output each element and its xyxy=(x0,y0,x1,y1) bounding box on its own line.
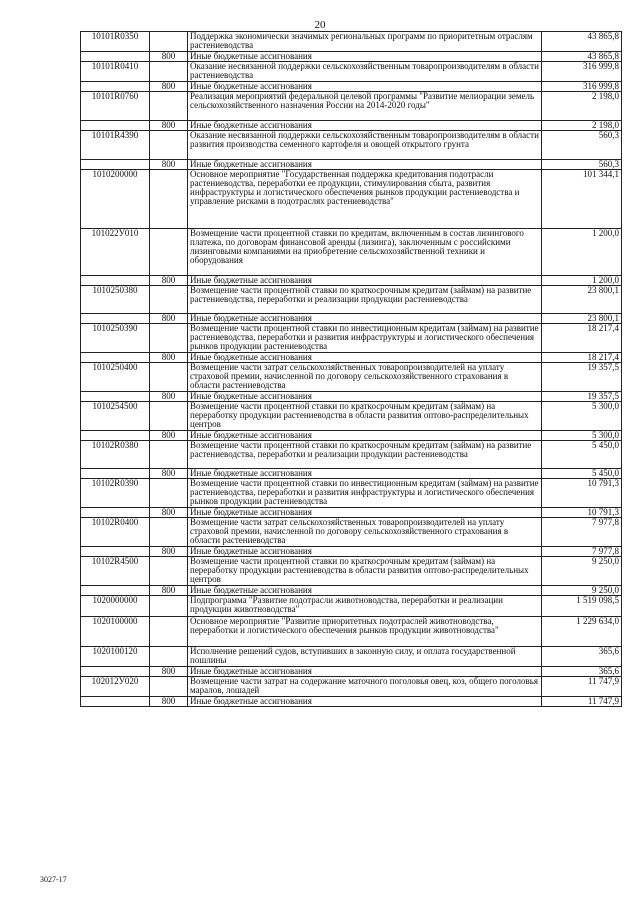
code-cell: 1010200000 xyxy=(81,170,150,229)
name-cell: Поддержка экономически значимых региональных программ по приоритетным отраслям растениеводства xyxy=(188,32,542,52)
expense-type-cell xyxy=(150,170,188,229)
expense-type-cell xyxy=(150,363,188,392)
amount-cell: 1 200,0 xyxy=(542,276,622,286)
name-cell: Оказание несвязанной поддержки сельскохозяйственным товаропроизводителям в области развития производства семенного картофеля и овощей открытого грунта xyxy=(188,131,542,160)
name-cell: Иные бюджетные ассигнования xyxy=(188,276,542,286)
code-cell: 10102R0400 xyxy=(81,518,150,547)
table-row xyxy=(81,170,622,229)
budget-table-body xyxy=(81,32,622,707)
table-row xyxy=(81,469,622,479)
table-row xyxy=(81,324,622,353)
code-cell: 1020100000 xyxy=(81,617,150,647)
amount-cell: 7 977,8 xyxy=(542,547,622,557)
code-cell xyxy=(81,392,150,402)
table-row xyxy=(81,32,622,52)
amount-cell: 18 217,4 xyxy=(542,353,622,363)
code-cell xyxy=(81,82,150,92)
name-cell: Возмещение части процентной ставки по краткосрочным кредитам (займам) на развитие растениеводства, переработки и реализации продукции растениеводства xyxy=(188,286,542,314)
expense-type-cell: 800 xyxy=(150,314,188,324)
name-cell: Возмещение части процентной ставки по инвестиционным кредитам (займам) на развитие растениеводства, переработки и развития инфраструктуры и логистического обеспечения рынков продукции растениеводства xyxy=(188,479,542,508)
table-row xyxy=(81,314,622,324)
name-cell: Исполнение решений судов, вступивших в законную силу, и оплата государственной пошлины xyxy=(188,647,542,667)
expense-type-cell: 800 xyxy=(150,508,188,518)
table-row xyxy=(81,402,622,431)
amount-cell: 43 865,8 xyxy=(542,52,622,62)
code-cell: 1010250390 xyxy=(81,324,150,353)
expense-type-cell: 800 xyxy=(150,431,188,441)
expense-type-cell: 800 xyxy=(150,160,188,170)
expense-type-cell xyxy=(150,402,188,431)
amount-cell: 5 450,0 xyxy=(542,469,622,479)
code-cell xyxy=(81,547,150,557)
code-cell: 1020000000 xyxy=(81,596,150,617)
code-cell xyxy=(81,697,150,707)
code-cell: 102012У020 xyxy=(81,677,150,697)
amount-cell: 11 747,9 xyxy=(542,677,622,697)
amount-cell: 365,6 xyxy=(542,667,622,677)
expense-type-cell xyxy=(150,518,188,547)
expense-type-cell: 800 xyxy=(150,469,188,479)
table-row xyxy=(81,518,622,547)
code-cell xyxy=(81,276,150,286)
name-cell: Возмещение части затрат сельскохозяйственных товаропроизводителей на уплату страховой премии, начисленной по договору сельскохозяйственного страхования в области растениеводства xyxy=(188,518,542,547)
amount-cell: 365,6 xyxy=(542,647,622,667)
expense-type-cell xyxy=(150,677,188,697)
name-cell: Иные бюджетные ассигнования xyxy=(188,431,542,441)
code-cell: 1010254500 xyxy=(81,402,150,431)
amount-cell: 23 800,1 xyxy=(542,286,622,314)
amount-cell: 5 300,0 xyxy=(542,402,622,431)
name-cell: Реализация мероприятий федеральной целевой программы "Развитие мелиорации земель сельскохозяйственного назначения России на 2014-2020 годы" xyxy=(188,92,542,121)
budget-table xyxy=(80,31,622,707)
expense-type-cell xyxy=(150,229,188,276)
expense-type-cell: 800 xyxy=(150,82,188,92)
amount-cell: 23 800,1 xyxy=(542,314,622,324)
amount-cell: 316 999,8 xyxy=(542,62,622,82)
table-row xyxy=(81,131,622,160)
amount-cell: 560,3 xyxy=(542,160,622,170)
code-cell: 10101R0410 xyxy=(81,62,150,82)
table-row xyxy=(81,160,622,170)
table-row xyxy=(81,229,622,276)
table-row xyxy=(81,286,622,314)
expense-type-cell xyxy=(150,32,188,52)
code-cell xyxy=(81,121,150,131)
table-row xyxy=(81,363,622,392)
code-cell: 1020100120 xyxy=(81,647,150,667)
table-row xyxy=(81,547,622,557)
table-row xyxy=(81,52,622,62)
amount-cell: 101 344,1 xyxy=(542,170,622,229)
name-cell: Иные бюджетные ассигнования xyxy=(188,353,542,363)
table-row xyxy=(81,667,622,677)
expense-type-cell xyxy=(150,324,188,353)
code-cell xyxy=(81,469,150,479)
table-row xyxy=(81,586,622,596)
code-cell xyxy=(81,431,150,441)
table-row xyxy=(81,121,622,131)
expense-type-cell: 800 xyxy=(150,353,188,363)
name-cell: Иные бюджетные ассигнования xyxy=(188,392,542,402)
amount-cell: 11 747,9 xyxy=(542,697,622,707)
code-cell xyxy=(81,586,150,596)
code-cell: 10101R0350 xyxy=(81,32,150,52)
expense-type-cell: 800 xyxy=(150,547,188,557)
code-cell: 10101R4390 xyxy=(81,131,150,160)
code-cell: 10101R0760 xyxy=(81,92,150,121)
table-row xyxy=(81,441,622,469)
amount-cell: 316 999,8 xyxy=(542,82,622,92)
name-cell: Возмещение части процентной ставки по краткосрочным кредитам (займам) на переработку продукции растениеводства в области развития оптово-распределительных центров xyxy=(188,402,542,431)
name-cell: Иные бюджетные ассигнования xyxy=(188,547,542,557)
page-number: 20 xyxy=(314,19,326,31)
name-cell: Иные бюджетные ассигнования xyxy=(188,160,542,170)
amount-cell: 5 300,0 xyxy=(542,431,622,441)
name-cell: Основное мероприятие "Государственная поддержка кредитования подотрасли растениеводства, переработки ее продукции, стимулирования сбыта, развития инфраструктуры и логистического обеспечения рынков продукции растениеводства и управление рисками в подотраслях растениеводства" xyxy=(188,170,542,229)
table-row xyxy=(81,617,622,647)
amount-cell: 10 791,3 xyxy=(542,479,622,508)
amount-cell: 43 865,8 xyxy=(542,32,622,52)
expense-type-cell xyxy=(150,286,188,314)
table-row xyxy=(81,92,622,121)
amount-cell: 19 357,5 xyxy=(542,363,622,392)
table-row xyxy=(81,431,622,441)
table-row xyxy=(81,62,622,82)
expense-type-cell xyxy=(150,596,188,617)
name-cell: Иные бюджетные ассигнования xyxy=(188,586,542,596)
name-cell: Иные бюджетные ассигнования xyxy=(188,82,542,92)
name-cell: Иные бюджетные ассигнования xyxy=(188,469,542,479)
code-cell: 1010250380 xyxy=(81,286,150,314)
footer-code: 3027-17 xyxy=(40,875,67,884)
name-cell: Иные бюджетные ассигнования xyxy=(188,52,542,62)
amount-cell: 9 250,0 xyxy=(542,586,622,596)
expense-type-cell xyxy=(150,62,188,82)
expense-type-cell xyxy=(150,92,188,121)
code-cell xyxy=(81,314,150,324)
name-cell: Возмещение части процентной ставки по краткосрочным кредитам (займам) на переработку продукции растениеводства в области развития оптово-распределительных центров xyxy=(188,557,542,586)
table-row xyxy=(81,508,622,518)
name-cell: Иные бюджетные ассигнования xyxy=(188,121,542,131)
expense-type-cell xyxy=(150,479,188,508)
amount-cell: 19 357,5 xyxy=(542,392,622,402)
amount-cell: 1 229 634,0 xyxy=(542,617,622,647)
name-cell: Возмещение части затрат сельскохозяйственных товаропроизводителей на уплату страховой премии, начисленной по договору сельскохозяйственного страхования в области растениеводства xyxy=(188,363,542,392)
name-cell: Возмещение части процентной ставки по кредитам, включенным в состав лизингового платежа, по договорам финансовой аренды (лизинга), заключенным с российскими лизинговыми компаниями на приобретение сельскохозяйственной техники и оборудования xyxy=(188,229,542,276)
expense-type-cell: 800 xyxy=(150,121,188,131)
code-cell: 10102R4500 xyxy=(81,557,150,586)
expense-type-cell: 800 xyxy=(150,667,188,677)
expense-type-cell: 800 xyxy=(150,392,188,402)
name-cell: Иные бюджетные ассигнования xyxy=(188,508,542,518)
table-row xyxy=(81,479,622,508)
expense-type-cell xyxy=(150,131,188,160)
amount-cell: 18 217,4 xyxy=(542,324,622,353)
amount-cell: 2 198,0 xyxy=(542,92,622,121)
table-row xyxy=(81,82,622,92)
name-cell: Возмещение части процентной ставки по краткосрочным кредитам (займам) на развитие растениеводства, переработки и реализации продукции растениеводства xyxy=(188,441,542,469)
name-cell: Оказание несвязанной поддержки сельскохозяйственным товаропроизводителям в области растениеводства xyxy=(188,62,542,82)
code-cell: 10102R0390 xyxy=(81,479,150,508)
code-cell xyxy=(81,52,150,62)
table-row xyxy=(81,677,622,697)
expense-type-cell: 800 xyxy=(150,276,188,286)
amount-cell: 9 250,0 xyxy=(542,557,622,586)
table-row xyxy=(81,353,622,363)
code-cell xyxy=(81,353,150,363)
name-cell: Возмещение части процентной ставки по инвестиционным кредитам (займам) на развитие растениеводства, переработки и развития инфраструктуры и логистического обеспечения рынков продукции растениеводства xyxy=(188,324,542,353)
expense-type-cell xyxy=(150,647,188,667)
table-row xyxy=(81,276,622,286)
code-cell: 101022У010 xyxy=(81,229,150,276)
expense-type-cell xyxy=(150,441,188,469)
table-row xyxy=(81,647,622,667)
table-row xyxy=(81,557,622,586)
name-cell: Иные бюджетные ассигнования xyxy=(188,314,542,324)
table-row xyxy=(81,392,622,402)
expense-type-cell xyxy=(150,617,188,647)
name-cell: Возмещение части затрат на содержание маточного поголовья овец, коз, общего поголовья маралов, лошадей xyxy=(188,677,542,697)
code-cell xyxy=(81,160,150,170)
expense-type-cell: 800 xyxy=(150,697,188,707)
name-cell: Иные бюджетные ассигнования xyxy=(188,697,542,707)
table-row xyxy=(81,697,622,707)
amount-cell: 1 519 098,5 xyxy=(542,596,622,617)
amount-cell: 5 450,0 xyxy=(542,441,622,469)
expense-type-cell: 800 xyxy=(150,52,188,62)
code-cell xyxy=(81,508,150,518)
code-cell: 10102R0380 xyxy=(81,441,150,469)
amount-cell: 10 791,3 xyxy=(542,508,622,518)
name-cell: Основное мероприятие "Развитие приоритетных подотраслей животноводства, переработки и логистического обеспечения рынков продукции животноводства" xyxy=(188,617,542,647)
code-cell: 1010250400 xyxy=(81,363,150,392)
expense-type-cell xyxy=(150,557,188,586)
name-cell: Подпрограмма "Развитие подотрасли животноводства, переработки и реализации продукции животноводства" xyxy=(188,596,542,617)
amount-cell: 560,3 xyxy=(542,131,622,160)
amount-cell: 1 200,0 xyxy=(542,229,622,276)
table-row xyxy=(81,596,622,617)
name-cell: Иные бюджетные ассигнования xyxy=(188,667,542,677)
expense-type-cell: 800 xyxy=(150,586,188,596)
amount-cell: 7 977,8 xyxy=(542,518,622,547)
amount-cell: 2 198,0 xyxy=(542,121,622,131)
code-cell xyxy=(81,667,150,677)
